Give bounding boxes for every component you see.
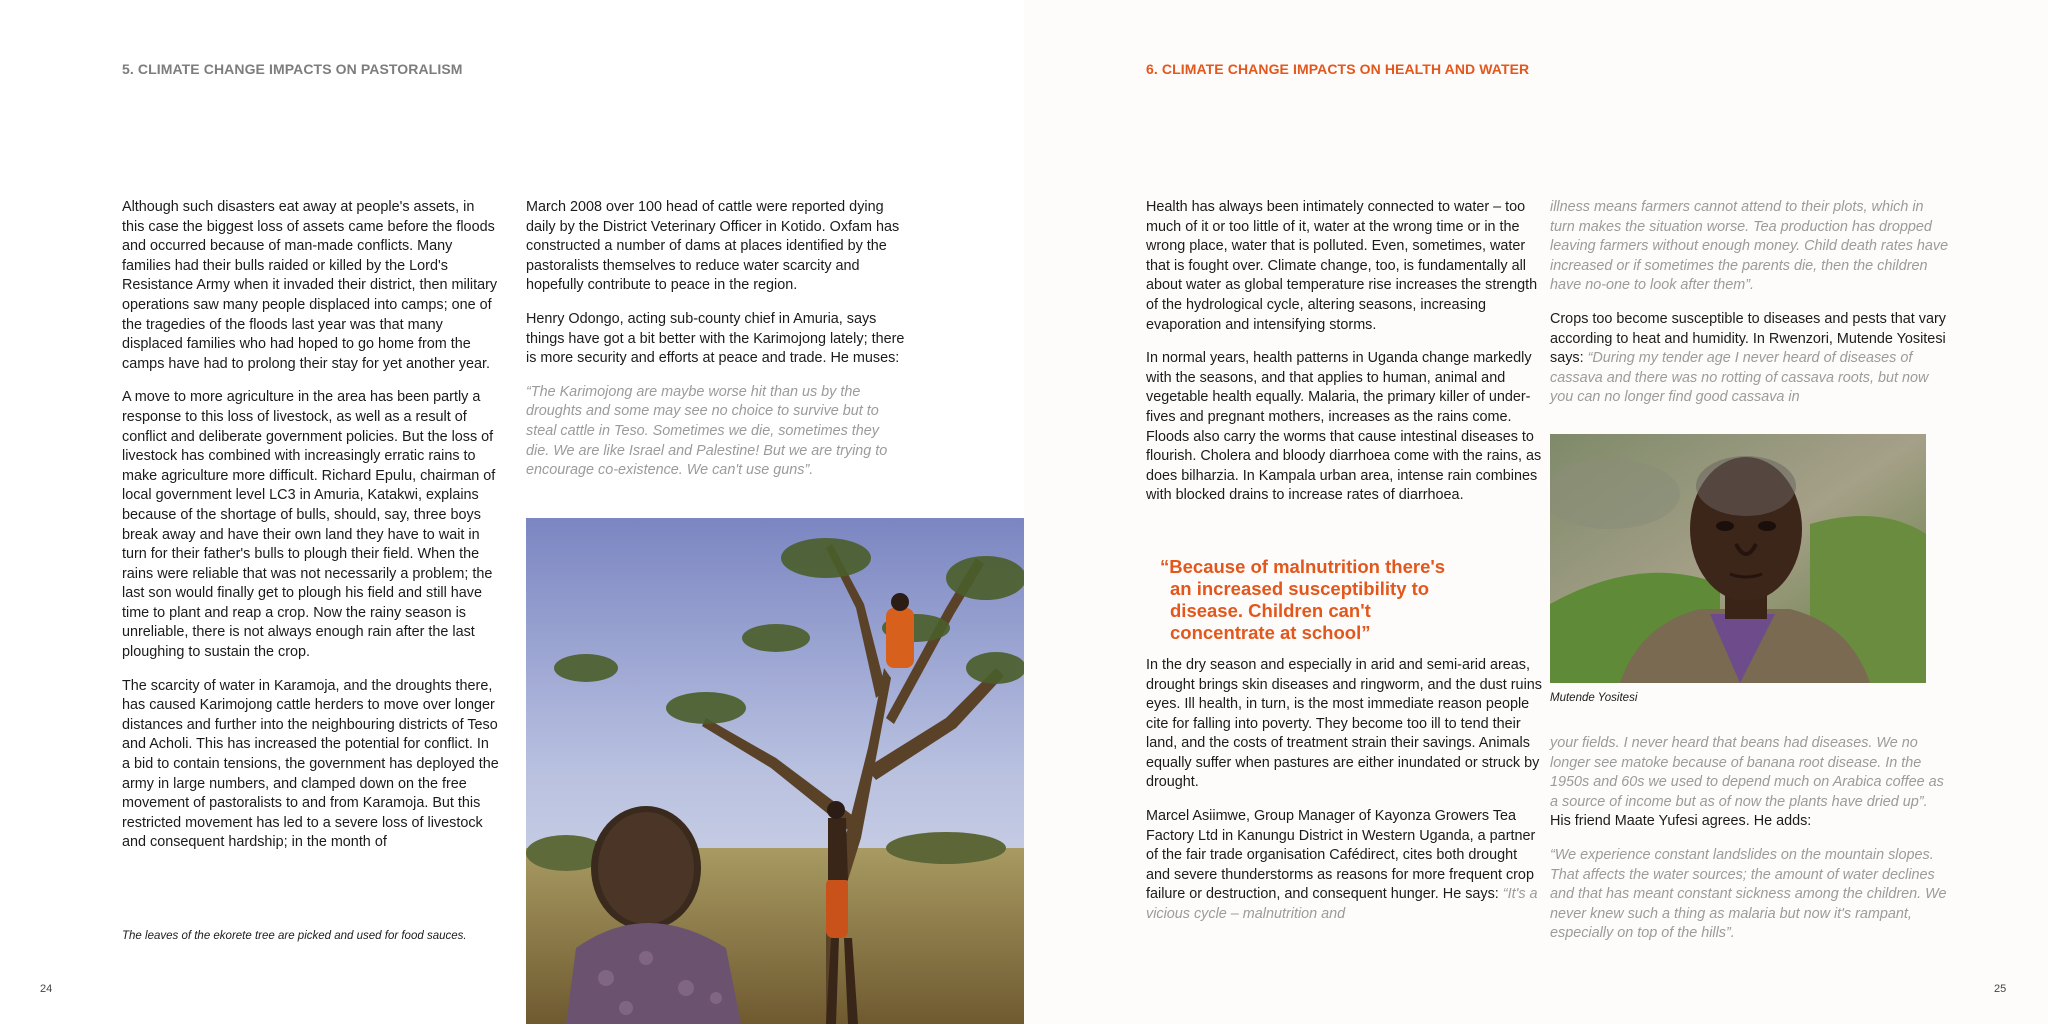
paragraph: The scarcity of water in Karamoja, and the droughts there, has caused Karimojong cattle herders to move over longer distances and further into the neighbouring districts of Teso and Acholi. This has increased the potential for conflict. In a bid to contain tensions, the government has deployed the army in large numbers, and clamped down on the free movement of pastoralists to and from Karamoja. But this restricted movement has led to a severe loss of livestock and consequent hardship; in the month of <box>122 677 499 851</box>
pull-quote-line: concentrate at school” <box>1170 622 1371 643</box>
section-title: 6. CLIMATE CHANGE IMPACTS ON HEALTH AND WATER <box>1146 61 1530 77</box>
pull-quote-line: “Because of malnutrition there's <box>1160 556 1446 577</box>
photo-caption: The leaves of the ekorete tree are picked and used for food sauces. <box>122 930 467 942</box>
paragraph: Henry Odongo, acting sub-county chief in Amuria, says things have got a bit better with the Karimojong lately; there is more security and efforts at peace and trade. He muses: <box>526 310 905 367</box>
right-column-2 <box>1550 198 1950 422</box>
paragraph: In the dry season and especially in arid and semi-arid areas, drought brings skin diseases and ringworm, and the dust ruins eyes. Ill health, in turn, is the most immediate reason people cite for falling into poverty. They become too ill to tend their land, and the costs of treatment strain their savings. Animals equally suffer when pastures are either inundated or struck by drought. <box>1146 656 1542 791</box>
paragraph: Health has always been intimately connected to water – too much of it or too little of it, water at the wrong time or in the wrong place, water that is polluted. Even, sometimes, water that is fought over. Climate change, too, is fundamentally all about water as global temperature rise increases the strength of the hydrological cycle, altering seasons, increasing evaporation and intensifying storms. <box>1146 199 1538 333</box>
quote: “During my tender age I never heard of diseases of cassava and there was no rotting of cassava roots, but now you can no longer find good cassava in <box>1550 350 1929 406</box>
paragraph: A move to more agriculture in the area has been partly a response to this loss of livestock, as well as a result of conflict and deliberate government policies. But the loss of livestock has combined with increasingly erratic rains to make agriculture more difficult. Richard Epulu, chairman of local government level LC3 in Amuria, Katakwi, explains because of the shortage of bulls, should, say, three boys break away and have their own land they have to wait in turn for their father's bulls to plough their field. When the rains were reliable that was not necessarily a problem; the last son would finally get to plough his field and still have time to plant and reap a crop. Now the rainy season is unreliable, there is not always enough rain after the last ploughing to sustain the crop. <box>122 389 496 661</box>
left-column-1 <box>122 198 500 867</box>
paragraph: March 2008 over 100 head of cattle were reported dying daily by the District Veterinary Officer in Kotido. Oxfam has constructed a number of dams at places identified by the pastoralists themselves to reduce water scarcity and hopefully contribute to peace in the region. <box>526 199 900 294</box>
paragraph-text: Marcel Asiimwe, Group Manager of Kayonza Growers Tea Factory Ltd in Kanungu District in Western Uganda, a partner of the fair trade organisation Cafédirect, cites both drought and severe thunderstorms as reasons for more frequent crop failure or destruction, and consequent hunger. He says: <box>1146 808 1536 903</box>
quote: illness means farmers cannot attend to their plots, which in turn makes the situation worse. Tea production has dropped leaving farmers without enough money. Child death rates have increased or if sometimes the parents die, then the children have no-one to look after them”. <box>1550 199 1949 294</box>
paragraph-text: His friend Maate Yufesi agrees. He adds: <box>1550 813 1812 830</box>
mutende-yositesi-photo <box>1550 434 1926 683</box>
paragraph <box>1550 734 1950 832</box>
pull-quote <box>1160 556 1490 644</box>
right-page <box>1024 0 2048 1024</box>
paragraph <box>1146 807 1542 925</box>
ekorete-tree-photo <box>526 518 1024 1024</box>
paragraph: In normal years, health patterns in Uganda change markedly with the seasons, and that applies to human, animal and vegetable health equally. Malaria, the primary killer of under-fives and pregnant mothers, increases as the rains come. Floods also carry the worms that cause intestinal diseases to flourish. Cholera and bloody diarrhoea come with the rains, as does bilharzia. In Kampala urban area, intense rain combines with blocked drains to increase rates of diarrhoea. <box>1146 350 1542 504</box>
paragraph <box>1550 310 1950 408</box>
paragraph-text: Crops too become susceptible to diseases and pests that vary according to heat and humidity. In Rwenzori, Mutende Yositesi says: <box>1550 310 1946 367</box>
section-title: 5. CLIMATE CHANGE IMPACTS ON PASTORALISM <box>122 61 463 77</box>
quote: your fields. I never heard that beans had diseases. We no longer see matoke because of banana root disease. In the 1950s and 60s we used to depend much on Arabica coffee as a source of income but as of now the plants have dried up”. <box>1550 735 1944 810</box>
page-number: 25 <box>1994 983 2007 995</box>
pull-quote-line: an increased susceptibility to <box>1170 578 1430 599</box>
quote: “The Karimojong are maybe worse hit than us by the droughts and some may see no choice to survive but to steal cattle in Teso. Sometimes we die, sometimes they die. We are like Israel and Palestine! But we are trying to encourage co-existence. We can't use guns”. <box>526 383 888 479</box>
photo-caption: Mutende Yositesi <box>1550 692 1638 704</box>
left-column-2 <box>526 198 906 495</box>
pull-quote-line: disease. Children can't <box>1170 600 1371 621</box>
paragraph: Although such disasters eat away at people's assets, in this case the biggest loss of assets came before the floods and occurred because of man-made conflicts. Many families had their bulls raided or killed by the Lord's Resistance Army when it invaded their district, then military operations saw many people displaced into camps; one of the tragedies of the floods last year was that many displaced families who had hoped to go home from the camps have had to prolong their stay for yet another year. <box>122 199 498 372</box>
right-column-2-lower <box>1550 734 1950 958</box>
quote: “We experience constant landslides on the mountain slopes. That affects the water sources; the amount of water declines and that has meant constant sickness among the children. We never knew such a thing as malaria but now it's rampant, especially on top of the hills”. <box>1550 846 1947 942</box>
page-number: 24 <box>40 983 53 995</box>
quote: “It's a vicious cycle – malnutrition and <box>1146 886 1538 923</box>
